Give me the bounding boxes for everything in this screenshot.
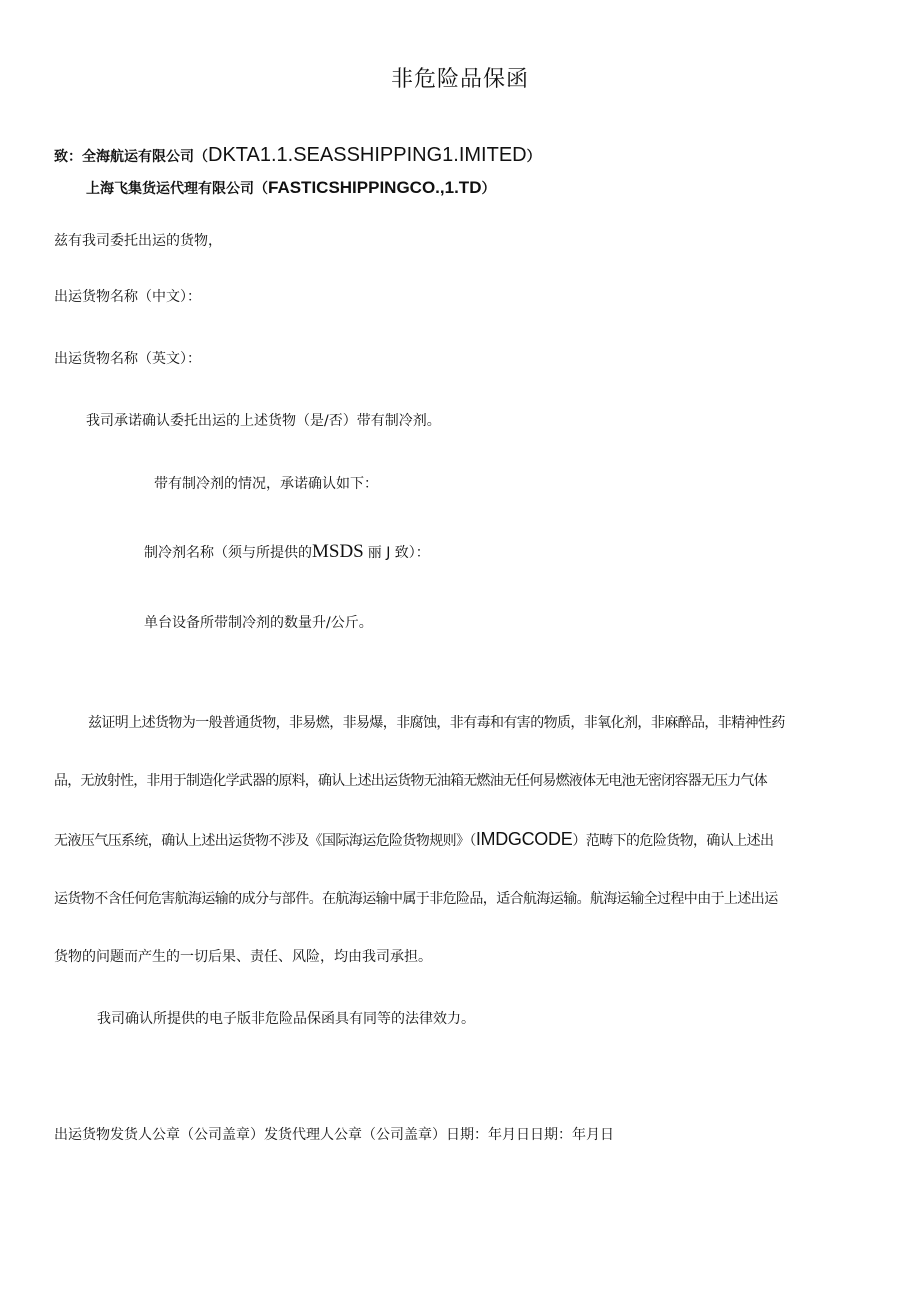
certification-line-3-b: ）范畴下的危险货物，确认上述出: [572, 833, 774, 849]
agent-line: [86, 176, 495, 201]
addressee-suffix: ）: [526, 149, 541, 165]
cargo-name-cn-label: 出运货物名称（中文）：: [54, 289, 201, 305]
imdg-code-text: IMDGCODE: [475, 829, 573, 849]
electronic-confirmation: 我司确认所提供的电子版非危险品保函具有同等的法律效力。: [97, 1011, 475, 1027]
refrigerant-pledge: 我司承诺确认委托出运的上述货物（是/否）带有制冷剂。: [86, 413, 441, 429]
agent-suffix: ）: [481, 181, 496, 197]
certification-line-3: [54, 829, 888, 851]
agent-name-en: FASTICSHIPPINGCO.,1.TD: [268, 178, 482, 197]
agent-name-cn: 上海飞集货运代理有限公司（: [86, 181, 268, 197]
addressee-prefix: 致：全海航运有限公司（: [54, 149, 208, 165]
refrigerant-name-line: [144, 540, 430, 565]
refrigerant-name-suffix: 丽 J 致）：: [367, 545, 430, 561]
addressee-company-en: DKTA1.1.SEASSHIPPING1.IMITED: [208, 144, 527, 166]
document-title: 非危险品保函: [390, 67, 529, 92]
cargo-name-en-label: 出运货物名称（英文）：: [54, 351, 201, 367]
addressee-line: [54, 143, 541, 169]
intro-text: 兹有我司委托出运的货物，: [54, 233, 222, 249]
signature-line: 出运货物发货人公章（公司盖章）发货代理人公章（公司盖章）日期：年月日日期：年月日: [54, 1127, 614, 1143]
certification-line-3-a: 无液压气压系统，确认上述出运货物不涉及《国际海运危险货物规则》（: [54, 833, 476, 849]
refrigerant-case: 带有制冷剂的情况，承诺确认如下：: [154, 476, 378, 492]
certification-line-4: 运货物不含任何危害航海运输的成分与部件。在航海运输中属于非危险品，适合航海运输。航海运输全过程中由于上述出运: [54, 891, 778, 907]
msds-text: MSDS: [312, 541, 364, 562]
refrigerant-name-prefix: 制冷剂名称（须与所提供的: [144, 545, 312, 561]
certification-paragraph: [54, 713, 888, 967]
certification-line-5: 货物的问题而产生的一切后果、责任、风险，均由我司承担。: [54, 949, 432, 965]
certification-line-1: 兹证明上述货物为一般普通货物，非易燃，非易爆，非腐蚀，非有毒和有害的物质，非氧化剂，非麻醉品，非精神性药: [88, 715, 785, 731]
refrigerant-quantity: 单台设备所带制冷剂的数量升/公斤。: [144, 615, 373, 631]
certification-line-2: 品，无放射性，非用于制造化学武器的原料，确认上述出运货物无油箱无燃油无任何易燃液体无电池无密闭容器无压力气体: [54, 773, 767, 789]
